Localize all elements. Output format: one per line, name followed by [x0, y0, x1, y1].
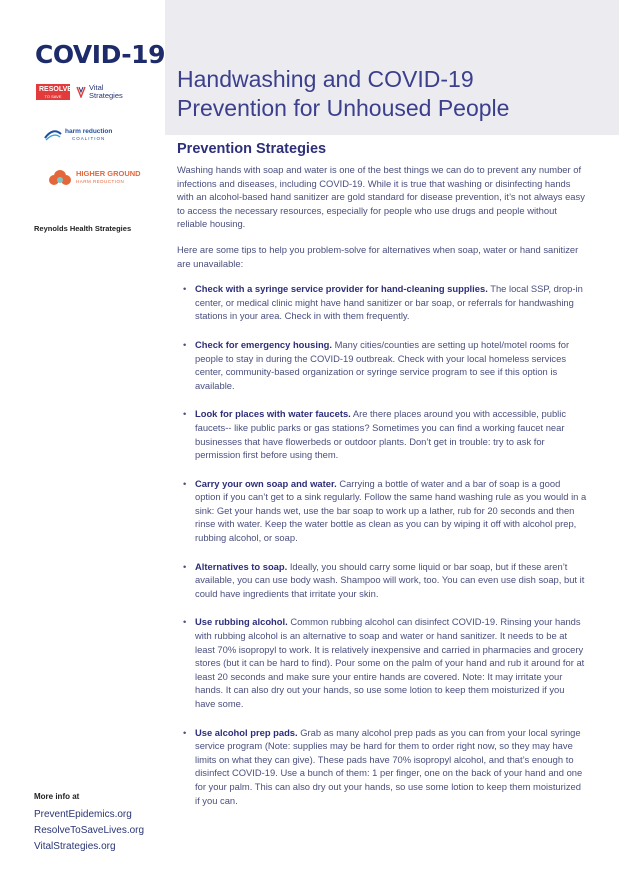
vital-logo-line1: Vital: [89, 83, 104, 92]
sidebar: [0, 0, 165, 877]
tip-text: Ideally, you should carry some liquid or bar soap, but if these aren’t available, you can use body wash. Shampoo will work, too. You can even use dish soap, but it could have ingredients that irritate your skin.: [195, 560, 585, 599]
list-item: [177, 560, 587, 601]
page-title-line1: Handwashing and COVID-19: [177, 66, 474, 93]
tip-text: Common rubbing alcohol can disinfect COVID-19. Rinsing your hands with rubbing alcohol is an alternative to soap and water or hand sanitizer. It needs to be at least 70% isopropyl to work. It is relatively inexpensive and carried in pharmacies and grocery stores (but it can be hard to find). Pour some on the palm of your hand and rub it around for at least 20 seconds and make sure your entire hands are covered. Note: It may irritate your hands. It can also dry out your hands, so use some lotion to keep them moisturized if you have some.: [195, 616, 585, 709]
tip-text: The local SSP, drop-in center, or medical clinic might have hand sanitizer or bar soap, or referrals for handwashing stations in your area. Check in with them frequently.: [195, 283, 583, 322]
resolve-to-save-lives-logo: [36, 84, 72, 104]
hg-logo-text: HIGHER GROUND: [76, 169, 141, 178]
page-title-line2: Prevention for Unhoused People: [177, 95, 510, 122]
more-info-block: [34, 792, 144, 855]
intro-paragraph: Washing hands with soap and water is one of the best things we can do to prevent any number of infections and diseases, including COVID-19. While it is true that washing or disinfecting hands with an alcohol-based hand sanitizer are gold standard for disease prevention, it’s not always easy to access the necessary resources, especially for people who use drugs and people without reliable housing.: [177, 164, 585, 230]
link-resolve-to-save-lives[interactable]: ResolveToSaveLives.org: [34, 825, 145, 836]
harm-reduction-coalition-logo: [44, 128, 112, 142]
bullet-icon: •: [183, 477, 187, 489]
bullet-icon: •: [183, 560, 187, 572]
tip-lead: Use rubbing alcohol.: [195, 616, 288, 628]
tip-text: Are there places around you with accessible, public faucets-- like public parks or gas stations? Sometimes you can find a working faucet near businesses that have flowerbeds or outdoor plants. Don’t get in trouble: try to ask for permission first before using them.: [195, 408, 567, 461]
bullet-icon: •: [183, 338, 187, 350]
covid-19-logo-title: COVID-19: [35, 40, 165, 69]
hg-logo-subtext: HARM REDUCTION: [76, 179, 125, 184]
tip-lead: Look for places with water faucets.: [195, 408, 351, 420]
more-info-label: More info at: [34, 792, 80, 801]
list-item: [177, 477, 587, 545]
list-item: [177, 407, 587, 461]
link-vital-strategies[interactable]: VitalStrategies.org: [34, 841, 116, 852]
tip-text: Grab as many alcohol prep pads as you can from your local syringe service program (Note: supplies may be hard for them to order right now, so they may have limits on what they can give). These pads have 70% isopropyl alcohol, and that’s enough to disinfect COVID-19. Use a bunch of them: 1 per finger, one on the back of your hand and one for your palm. This can also dry out your hands, so use some lotion to keep them moisturized if you can.: [195, 726, 583, 806]
main-content: [177, 141, 587, 822]
section-title: Prevention Strategies: [177, 141, 327, 157]
tip-lead: Use alcohol prep pads.: [195, 726, 298, 738]
header-band: [165, 0, 619, 135]
partner-logos-row: [36, 83, 123, 104]
higher-ground-cloud-icon: [48, 168, 72, 188]
bullet-icon: •: [183, 408, 187, 420]
tip-text: Carrying a bottle of water and a bar of soap is a good option if you can’t get to a sink regularly. Follow the same hand washing rule as you would in a sink: Get your hands wet, use the bar soap to work up a lather, rub for 20 seconds and then rinse with water. Keep the water bottle as clean as you can by wiping it off with alcohol prep, rubbing alcohol, or soap.: [195, 477, 587, 544]
bullet-icon: •: [183, 726, 187, 738]
list-item: [177, 726, 587, 808]
page-title: [177, 65, 597, 123]
list-item: [177, 282, 587, 323]
tips-list: [177, 282, 587, 807]
tip-lead: Alternatives to soap.: [195, 560, 288, 572]
vital-strategies-icon: [76, 86, 86, 98]
bullet-icon: •: [183, 616, 187, 628]
link-prevent-epidemics[interactable]: PreventEpidemics.org: [34, 809, 132, 820]
bullet-icon: •: [183, 283, 187, 295]
reynolds-health-strategies-logo: Reynolds Health Strategies: [34, 224, 132, 233]
harm-reduction-swoosh-icon: [44, 129, 62, 141]
resolve-logo-subtext: TO SAVE LIVES: [44, 94, 62, 104]
tip-text: Many cities/counties are setting up hotel/motel rooms for people to stay in during the COVID-19 outbreak. Check with your local homeless services center, community-based organization or syringe service program to see if this option is available.: [195, 338, 570, 391]
tip-lead: Check for emergency housing.: [195, 338, 333, 350]
hrc-logo-subtext: COALITION: [72, 136, 106, 141]
higher-ground-logo: [48, 168, 141, 188]
list-item: [177, 338, 587, 392]
tip-lead: Check with a syringe service provider for hand-cleaning supplies.: [195, 283, 488, 295]
tips-intro-paragraph: Here are some tips to help you problem-solve for alternatives when soap, water or hand sanitizer are unavailable:: [177, 243, 579, 269]
resolve-logo-text: RESOLVE: [39, 86, 72, 93]
tip-lead: Carry your own soap and water.: [195, 477, 337, 489]
vital-strategies-logo: [76, 84, 123, 100]
list-item: [177, 615, 587, 710]
hrc-logo-text: harm reduction: [65, 128, 113, 135]
vital-logo-line2: Strategies: [89, 91, 123, 100]
